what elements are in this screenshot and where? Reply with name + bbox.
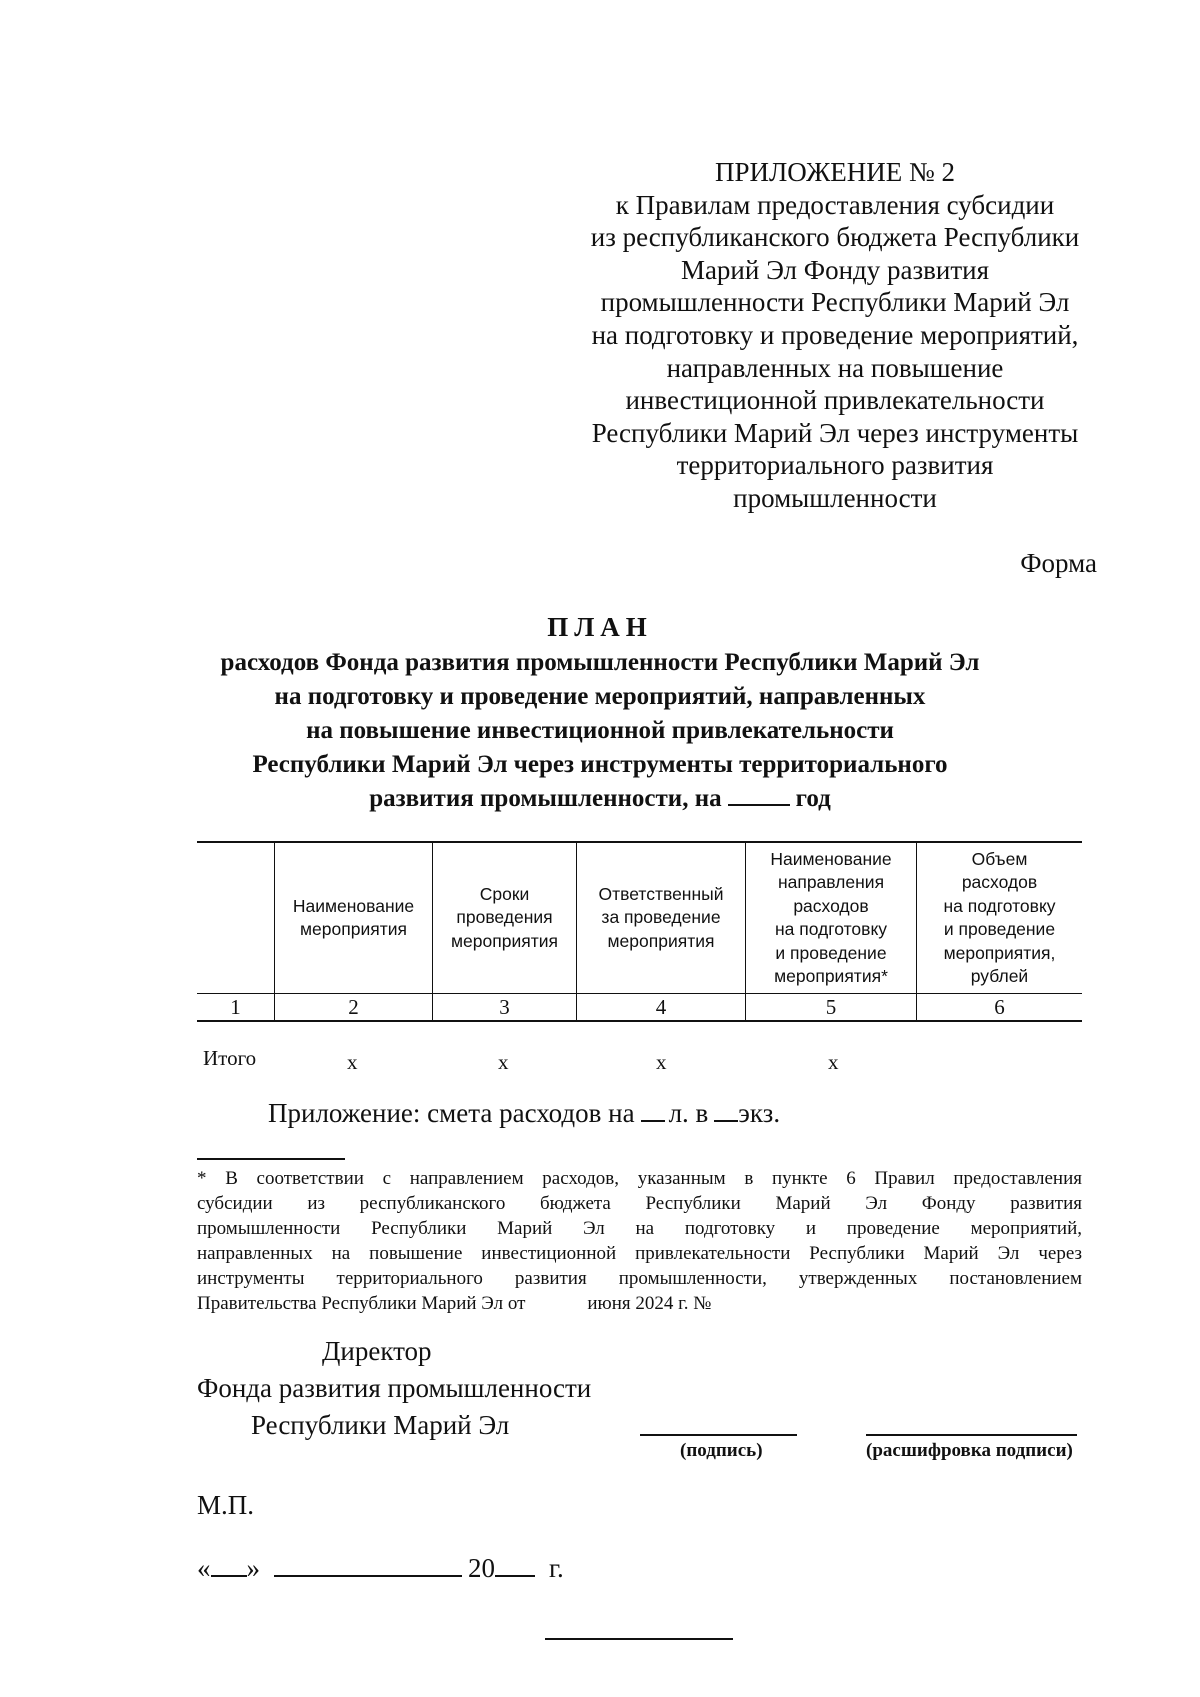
year-blank	[495, 1553, 535, 1577]
appendix-line: Республики Марий Эл через инструменты	[591, 417, 1079, 448]
director-title: Фонда развития промышленности	[197, 1373, 592, 1403]
footnote-line: субсидии из республиканского бюджета Республики Марий Эл Фонду развития	[197, 1193, 1082, 1214]
footnote	[197, 1166, 1082, 1316]
table-column-number: 2	[348, 995, 359, 1019]
date-quote: «	[197, 1553, 211, 1583]
appendix-line: ПРИЛОЖЕНИЕ № 2	[714, 157, 956, 187]
plan-heading: ПЛАН	[547, 612, 653, 642]
appendix-line: промышленности	[733, 482, 937, 513]
plan-title-line: на повышение инвестиционной привлекательности	[306, 717, 894, 744]
plan-title-line: на подготовку и проведение мероприятий, направленных	[274, 683, 926, 710]
table-header-cell: Наименование направления расходов на подготовку и проведение мероприятия*	[770, 848, 892, 986]
signature-decode-caption: (расшифровка подписи)	[866, 1440, 1073, 1461]
year-blank	[728, 786, 790, 806]
stamp-place: М.П.	[197, 1490, 255, 1520]
date-quote: »	[246, 1553, 260, 1583]
total-row-mark: x	[828, 1050, 839, 1074]
plan-title-line: расходов Фонда развития промышленности Республики Марий Эл	[220, 649, 980, 676]
signature-line	[640, 1434, 797, 1436]
copies-blank	[714, 1102, 738, 1122]
total-row-mark: x	[656, 1050, 667, 1074]
date-row	[197, 1553, 564, 1584]
appendix-line: Марий Эл Фонду развития	[680, 254, 990, 285]
attachment-text: экз.	[738, 1098, 781, 1128]
table-header-cell: Объем расходов на подготовку и проведение мероприятия, рублей	[943, 848, 1056, 986]
director-title: Директор	[322, 1336, 432, 1366]
footnote-line	[197, 1291, 1082, 1316]
table-bottom-rule	[197, 1020, 1082, 1022]
footnote-line: промышленности Республики Марий Эл на подготовку и проведение мероприятий,	[197, 1218, 1082, 1239]
attachment-text: л. в	[668, 1098, 709, 1128]
table-header-rule	[197, 993, 1082, 994]
appendix-line: направленных на повышение	[666, 352, 1004, 383]
signature-decode-line	[866, 1434, 1077, 1436]
month-blank	[274, 1553, 462, 1577]
table-column-number: 5	[825, 995, 837, 1019]
end-rule	[545, 1638, 733, 1640]
table-header-cell: Сроки проведения мероприятия	[451, 883, 558, 951]
table-header-cell: Ответственный за проведение мероприятия	[598, 883, 724, 951]
plan-title-year-word: год	[795, 785, 831, 812]
plan-title-line	[100, 782, 1100, 816]
day-blank	[211, 1553, 247, 1577]
table-header-cell: Наименование мероприятия	[292, 895, 415, 939]
attachment-text: Приложение: смета расходов на	[268, 1098, 635, 1128]
plan-title	[100, 646, 1100, 816]
table-column-number: 4	[655, 995, 667, 1019]
appendix-line: из республиканского бюджета Республики	[590, 222, 1080, 253]
total-row-mark: x	[347, 1050, 358, 1074]
signature-caption: (подпись)	[680, 1440, 763, 1461]
table-column-number: 3	[499, 995, 510, 1019]
year-prefix: 20	[468, 1553, 495, 1583]
total-row-mark: x	[498, 1050, 509, 1074]
director-title: Республики Марий Эл	[251, 1410, 510, 1440]
footnote-rule	[197, 1158, 345, 1160]
appendix-line: к Правилам предоставления субсидии	[615, 189, 1055, 220]
form-label: Форма	[1020, 548, 1097, 578]
appendix-line: инвестиционной привлекательности	[625, 385, 1045, 416]
table-header-cell	[197, 843, 274, 993]
footnote-line: направленных на повышение инвестиционной привлекательности Республики Марий Эл через	[197, 1243, 1082, 1264]
table-column-number: 6	[994, 995, 1005, 1019]
appendix-line: на подготовку и проведение мероприятий,	[591, 319, 1079, 350]
year-suffix: г.	[549, 1553, 564, 1583]
appendix-line: территориального развития	[676, 450, 994, 481]
footnote-line: * В соответствии с направлением расходов, указанным в пункте 6 Правил предоставления	[197, 1168, 1082, 1189]
plan-title-text: развития промышленности, на	[369, 785, 722, 812]
attachment-line	[268, 1098, 780, 1129]
table-column-number: 1	[230, 995, 241, 1019]
footnote-text: июня 2024 г. №	[587, 1293, 712, 1314]
footnote-text: Правительства Республики Марий Эл от	[197, 1293, 526, 1314]
appendix-line: промышленности Республики Марий Эл	[600, 287, 1070, 318]
plan-title-line: Республики Марий Эл через инструменты территориального	[252, 751, 948, 778]
footnote-line: инструменты территориального развития промышленности, утвержденных постановлением	[197, 1268, 1082, 1289]
appendix-header	[555, 156, 1115, 515]
sheets-blank	[641, 1102, 665, 1122]
total-row-label: Итого	[203, 1046, 257, 1070]
